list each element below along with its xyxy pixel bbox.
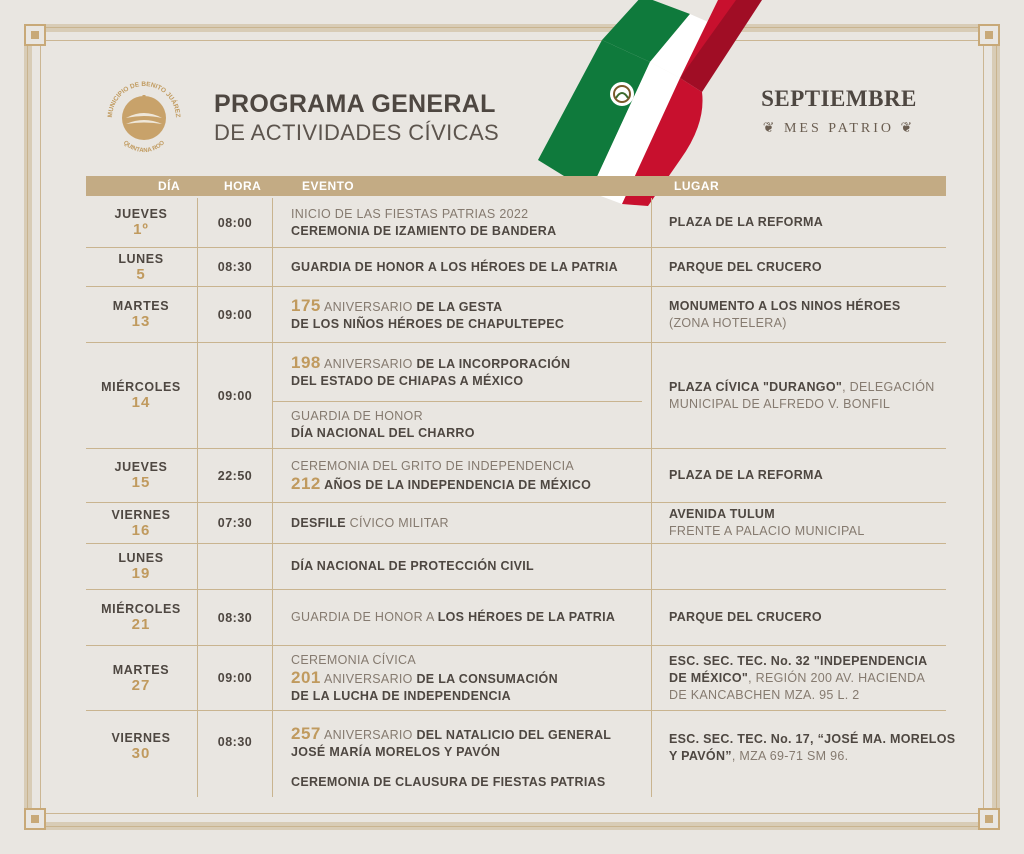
- venue-detail: FRENTE A PALACIO MUNICIPAL: [669, 524, 865, 538]
- event-line: DE LA LUCHA DE INDEPENDENCIA: [291, 688, 511, 703]
- event-text: AÑOS DE LA INDEPENDENCIA DE MÉXICO: [320, 477, 592, 492]
- anniversary-number: 257: [291, 724, 321, 743]
- venue-detail: (ZONA HOTELERA): [669, 315, 787, 330]
- event-line: DE LOS NIÑOS HÉROES DE CHAPULTEPEC: [291, 316, 565, 331]
- event-line: CEREMONIA DE CLAUSURA DE FIESTAS PATRIAS: [291, 775, 606, 789]
- title-line-1: PROGRAMA GENERAL: [214, 90, 496, 118]
- venue: PLAZA CÍVICA "DURANGO": [669, 379, 843, 394]
- table-row: [86, 646, 946, 711]
- venue-detail: DE KANCABCHEN MZA. 95 L. 2: [669, 687, 860, 702]
- venue: Y PAVÓN”: [669, 749, 732, 763]
- logo-text-top: MUNICIPIO DE BENITO JUÁREZ: [106, 80, 182, 118]
- weekday: LUNES: [118, 251, 164, 266]
- venue-detail: MUNICIPAL DE ALFREDO V. BONFIL: [669, 396, 891, 411]
- venue: AVENIDA TULUM: [669, 507, 775, 521]
- weekday: VIERNES: [111, 731, 171, 745]
- day-number: 16: [131, 521, 151, 539]
- time: 08:30: [217, 735, 253, 749]
- day-number: 27: [131, 676, 151, 694]
- venue: DE MÉXICO": [669, 670, 749, 685]
- weekday: MARTES: [112, 299, 170, 313]
- table-row: [86, 343, 946, 449]
- event-text: DE LA GESTA: [416, 299, 503, 314]
- event-text: LOS HÉROES DE LA PATRIA: [437, 610, 616, 624]
- event-text: DE LA CONSUMACIÓN: [416, 671, 558, 686]
- venue: PARQUE DEL CRUCERO: [669, 259, 822, 274]
- event-line: CEREMONIA DE IZAMIENTO DE BANDERA: [291, 223, 557, 238]
- corner-ornament: [24, 24, 46, 46]
- venue: PARQUE DEL CRUCERO: [669, 610, 822, 624]
- event-line: JOSÉ MARÍA MORELOS Y PAVÓN: [291, 745, 501, 759]
- table-row: [86, 503, 946, 544]
- event-line: INICIO DE LAS FIESTAS PATRIAS 2022: [291, 206, 529, 221]
- table-row: [86, 590, 946, 646]
- anniversary-number: 175: [291, 295, 321, 315]
- event-line: CEREMONIA CÍVICA: [291, 652, 416, 667]
- time: 09:00: [217, 671, 253, 685]
- logo-text-bottom: QUINTANA ROO: [121, 140, 167, 155]
- time: 08:30: [217, 610, 253, 625]
- event-text: ANIVERSARIO: [320, 728, 417, 742]
- ornament-right: ❦: [894, 121, 916, 136]
- event-line: GUARDIA DE HONOR: [291, 409, 423, 423]
- month-subtitle: [728, 120, 950, 137]
- table-row: [86, 198, 946, 248]
- time: 09:00: [217, 388, 253, 403]
- title-line-2: DE ACTIVIDADES CÍVICAS: [214, 120, 500, 145]
- event-text: DE LA INCORPORACIÓN: [416, 357, 571, 371]
- time: 08:30: [217, 260, 253, 274]
- event-line: DEL ESTADO DE CHIAPAS A MÉXICO: [291, 374, 524, 388]
- table-header: [86, 176, 946, 196]
- time: 09:00: [217, 307, 253, 322]
- event-text: DESFILE: [291, 515, 346, 530]
- col-evento: EVENTO: [302, 179, 355, 193]
- event-text: CÍVICO MILITAR: [345, 515, 449, 530]
- svg-text:QUINTANA ROO: [122, 140, 166, 154]
- month-title: SEPTIEMBRE: [761, 86, 917, 111]
- anniversary-number: 198: [291, 353, 321, 372]
- table-row: [86, 287, 946, 343]
- day-number: 15: [131, 474, 151, 491]
- table-row: [86, 449, 946, 503]
- month-subtitle-text: MES PATRIO: [783, 121, 894, 136]
- venue-detail: , DELEGACIÓN: [842, 379, 935, 394]
- event-line: CEREMONIA DEL GRITO DE INDEPENDENCIA: [291, 458, 575, 473]
- anniversary-number: 201: [291, 667, 321, 687]
- venue: ESC. SEC. TEC. No. 32 "INDEPENDENCIA: [669, 653, 928, 668]
- day-number: 14: [131, 394, 151, 411]
- col-lugar: LUGAR: [674, 179, 720, 193]
- anniversary-number: 212: [291, 473, 321, 493]
- time: 07:30: [217, 516, 253, 530]
- day-number: 1º: [133, 221, 149, 238]
- event-text: ANIVERSARIO: [320, 299, 417, 314]
- event-text: ANIVERSARIO: [320, 671, 417, 686]
- weekday: MIÉRCOLES: [101, 380, 181, 394]
- venue: ESC. SEC. TEC. No. 17, “JOSÉ MA. MORELOS: [669, 732, 956, 746]
- event-line: DÍA NACIONAL DE PROTECCIÓN CIVIL: [291, 559, 534, 573]
- event-line: DÍA NACIONAL DEL CHARRO: [291, 426, 475, 440]
- day-number: 13: [131, 313, 151, 330]
- weekday: JUEVES: [114, 207, 168, 221]
- corner-ornament: [978, 24, 1000, 46]
- weekday: LUNES: [118, 551, 164, 565]
- venue: MONUMENTO A LOS NINOS HÉROES: [669, 298, 901, 313]
- municipality-logo: [104, 78, 184, 158]
- table-row: [86, 711, 956, 797]
- ornament-left: ❦: [762, 121, 784, 136]
- venue-detail: , MZA 69-71 SM 96.: [731, 749, 849, 763]
- corner-ornament: [24, 808, 46, 830]
- weekday: MIÉRCOLES: [101, 602, 181, 616]
- venue: PLAZA DE LA REFORMA: [669, 215, 824, 229]
- weekday: JUEVES: [114, 460, 168, 474]
- weekday: VIERNES: [111, 507, 171, 522]
- event-text: DEL NATALICIO DEL GENERAL: [416, 728, 612, 742]
- event-text: ANIVERSARIO: [320, 357, 417, 371]
- corner-ornament: [978, 808, 1000, 830]
- table-row: [86, 544, 946, 590]
- table-row: [86, 248, 946, 287]
- event-line: GUARDIA DE HONOR A LOS HÉROES DE LA PATRIA: [291, 259, 618, 274]
- event-text: GUARDIA DE HONOR A: [291, 610, 438, 624]
- month-badge: [728, 86, 950, 137]
- venue: PLAZA DE LA REFORMA: [669, 468, 824, 482]
- col-hora: HORA: [224, 179, 262, 193]
- day-number: 30: [131, 745, 151, 762]
- day-number: 19: [131, 565, 151, 582]
- day-number: 21: [131, 616, 151, 633]
- time: 08:00: [217, 215, 253, 230]
- weekday: MARTES: [112, 662, 170, 677]
- col-dia: DÍA: [158, 179, 181, 193]
- day-number: 5: [136, 265, 146, 283]
- venue-detail: , REGIÓN 200 AV. HACIENDA: [748, 670, 926, 685]
- time: 22:50: [217, 468, 253, 483]
